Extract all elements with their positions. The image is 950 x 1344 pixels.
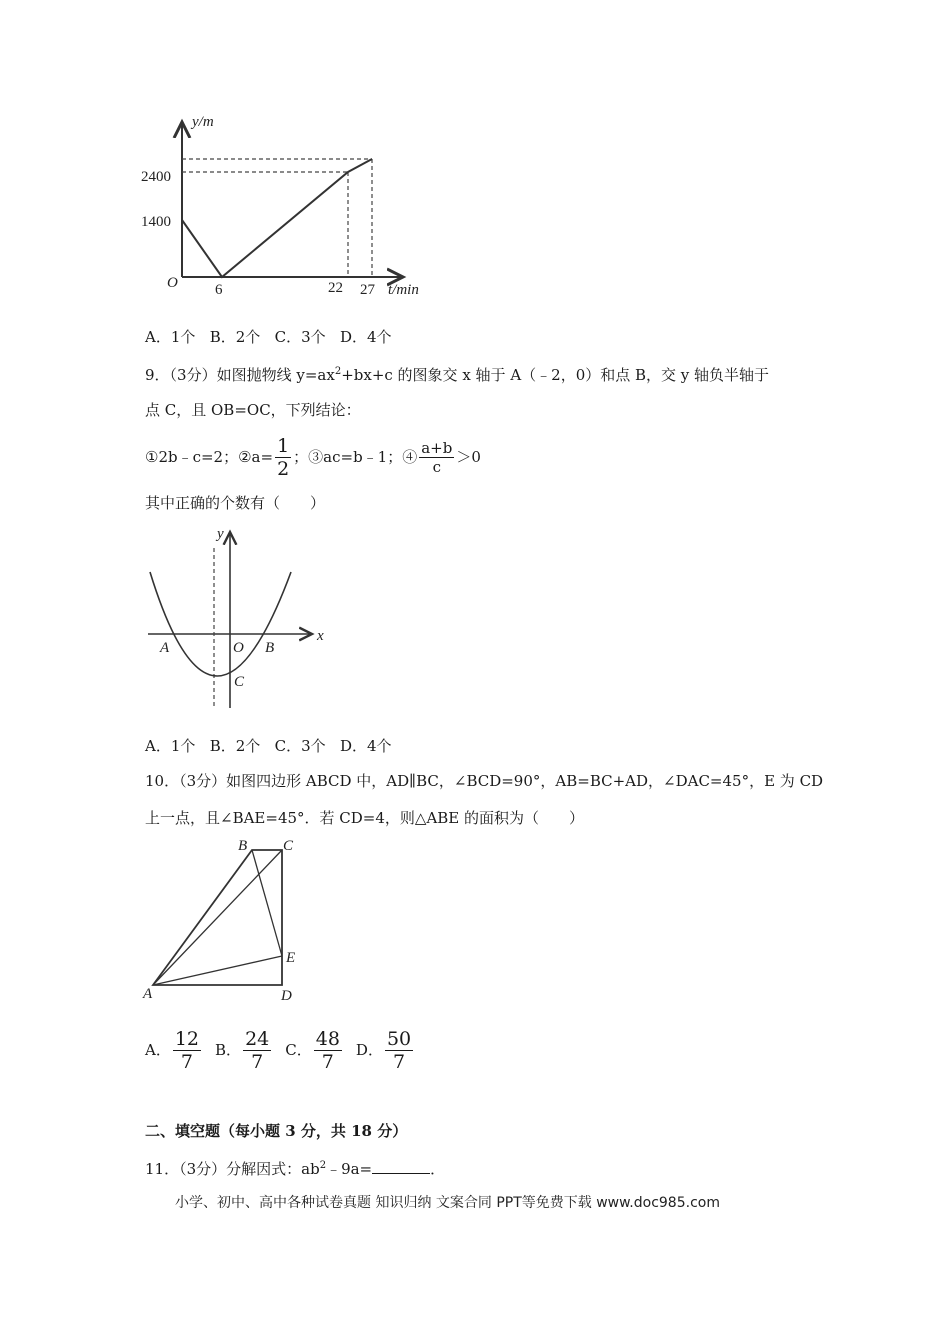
q9-fraction-ab-over-c: $\frac{a+b}{c}$: [421, 438, 453, 476]
q9-stem-line1: 9．（3分）如图抛物线 $y=ax^2+bx+c$ 的图象交 x 轴于 A（﹣2，0）和点 B，交 y 轴负半轴于: [145, 366, 770, 384]
section-2-heading: 二、填空题（每小题 3 分，共 18 分）: [145, 1122, 408, 1140]
q8-option-d[interactable]: D．4个: [339, 328, 392, 346]
q10-option-b[interactable]: B． $\frac{24}{7}$: [215, 1027, 270, 1073]
q8-option-b[interactable]: B．2个: [209, 328, 261, 346]
q8-x-tick-6: 6: [215, 282, 223, 298]
q9-options: [145, 736, 392, 756]
q9-conclusions: ①2b﹣c=2；②a= $\frac{1}{2}$ ；③ac=b﹣1；④ $\frac{a+b}{c}$ ＞0: [145, 434, 481, 480]
svg-text:C: C: [283, 838, 294, 854]
q9-option-c[interactable]: C．3个: [274, 737, 326, 755]
q10-stem-line1: 10．（3分）如图四边形 ABCD 中，AD∥BC，∠BCD=90°，AB=BC+AD，∠DAC=45°，E 为 CD: [145, 772, 824, 790]
page-footer: 小学、初中、高中各种试卷真题 知识归纳 文案合同 PPT等免费下载 www.doc985.com: [175, 1195, 720, 1211]
q10-stem-line2: 上一点，且∠BAE=45°．若 CD=4，则△ABE 的面积为（ ）: [145, 809, 585, 827]
q8-x-tick-22: 22: [328, 280, 343, 296]
q8-option-a[interactable]: A．1个: [145, 328, 196, 346]
q8-distance-time-graph: [141, 110, 450, 305]
svg-text:D: D: [281, 988, 292, 1004]
q9-fraction-half: $\frac{1}{2}$: [277, 434, 290, 480]
q9-stem-line4: 其中正确的个数有（ ）: [145, 494, 326, 512]
svg-text:O: O: [233, 640, 244, 656]
q8-x-tick-27: 27: [360, 282, 375, 298]
q8-y-tick-2400: 2400: [141, 169, 171, 185]
q11-answer-blank[interactable]: [372, 1159, 430, 1174]
svg-text:A: A: [143, 986, 153, 1002]
q9-parabola-graph: [140, 520, 340, 715]
svg-text:E: E: [286, 950, 296, 966]
svg-text:B: B: [265, 640, 275, 656]
q10-options: [145, 1026, 415, 1074]
q8-origin-label: O: [167, 275, 178, 291]
q10-option-a[interactable]: A． $\frac{12}{7}$: [145, 1027, 200, 1073]
svg-text:B: B: [238, 838, 248, 854]
q9-option-b[interactable]: B．2个: [209, 737, 261, 755]
q11-stem: 11．（3分）分解因式：$ab^2﹣9a=$ ．: [145, 1160, 446, 1178]
q8-x-axis-label: t/min: [388, 282, 419, 298]
q8-y-tick-1400: 1400: [141, 214, 171, 230]
svg-text:C: C: [234, 674, 245, 690]
q10-option-c[interactable]: C． $\frac{48}{7}$: [285, 1027, 340, 1073]
q8-options: [145, 327, 392, 347]
q9-option-a[interactable]: A．1个: [145, 737, 196, 755]
q10-option-d[interactable]: D． $\frac{50}{7}$: [355, 1027, 412, 1073]
q8-option-c[interactable]: C．3个: [274, 328, 326, 346]
q8-graph-line: [182, 159, 372, 277]
q9-option-d[interactable]: D．4个: [339, 737, 392, 755]
q10-quadrilateral-figure: [140, 832, 310, 1004]
svg-text:x: x: [317, 628, 324, 644]
q9-parabola: [150, 572, 291, 676]
q9-stem-line2: 点 C，且 OB=OC，下列结论：: [145, 401, 361, 419]
svg-text:y: y: [217, 526, 224, 542]
svg-text:A: A: [160, 640, 170, 656]
q8-y-axis-label: y/m: [192, 114, 214, 130]
